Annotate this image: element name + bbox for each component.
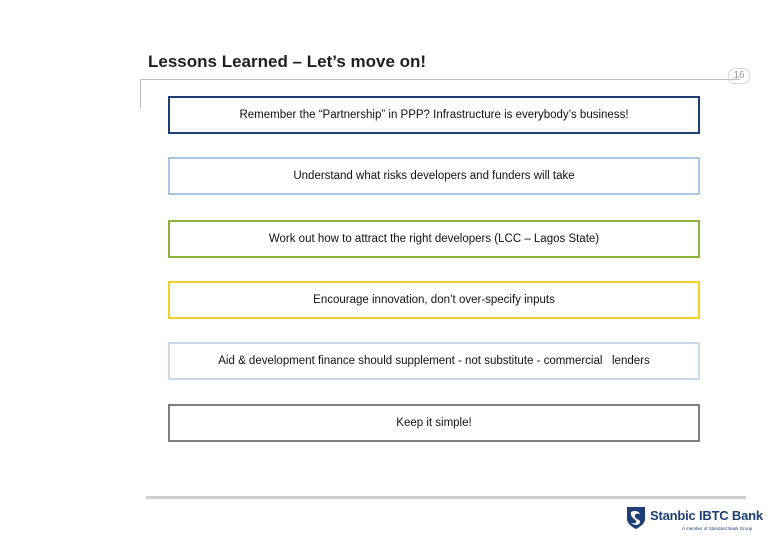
lesson-text: Remember the “Partnership” in PPP? Infrastructure is everybody’s business! [239,109,629,121]
lesson-box-innovation [168,281,700,319]
title-underline [140,79,740,80]
lesson-text: Encourage innovation, don’t over-specify inputs [313,294,555,306]
page-number: 16 [728,68,750,84]
logo-tagline: A member of Standard Bank Group [682,526,753,531]
footer-rule [146,496,746,499]
lesson-text: Keep it simple! [396,417,472,429]
title-side-rule [140,79,141,109]
lesson-box-finance [168,342,700,380]
lesson-text: Understand what risks developers and funders will take [293,170,575,182]
slide-title: Lessons Learned – Let’s move on! [148,52,427,71]
stanbic-shield-icon [626,506,646,530]
stanbic-logo [626,506,762,536]
lesson-box-simple [168,404,700,442]
lesson-box-developers [168,220,700,258]
lesson-text: Aid & development finance should supplement - not substitute - commercial lenders [218,355,650,367]
lesson-box-risks [168,157,700,195]
lesson-text: Work out how to attract the right developers (LCC – Lagos State) [268,233,600,245]
lesson-box-partnership [168,96,700,134]
logo-wordmark: Stanbic IBTC Bank [650,508,763,523]
